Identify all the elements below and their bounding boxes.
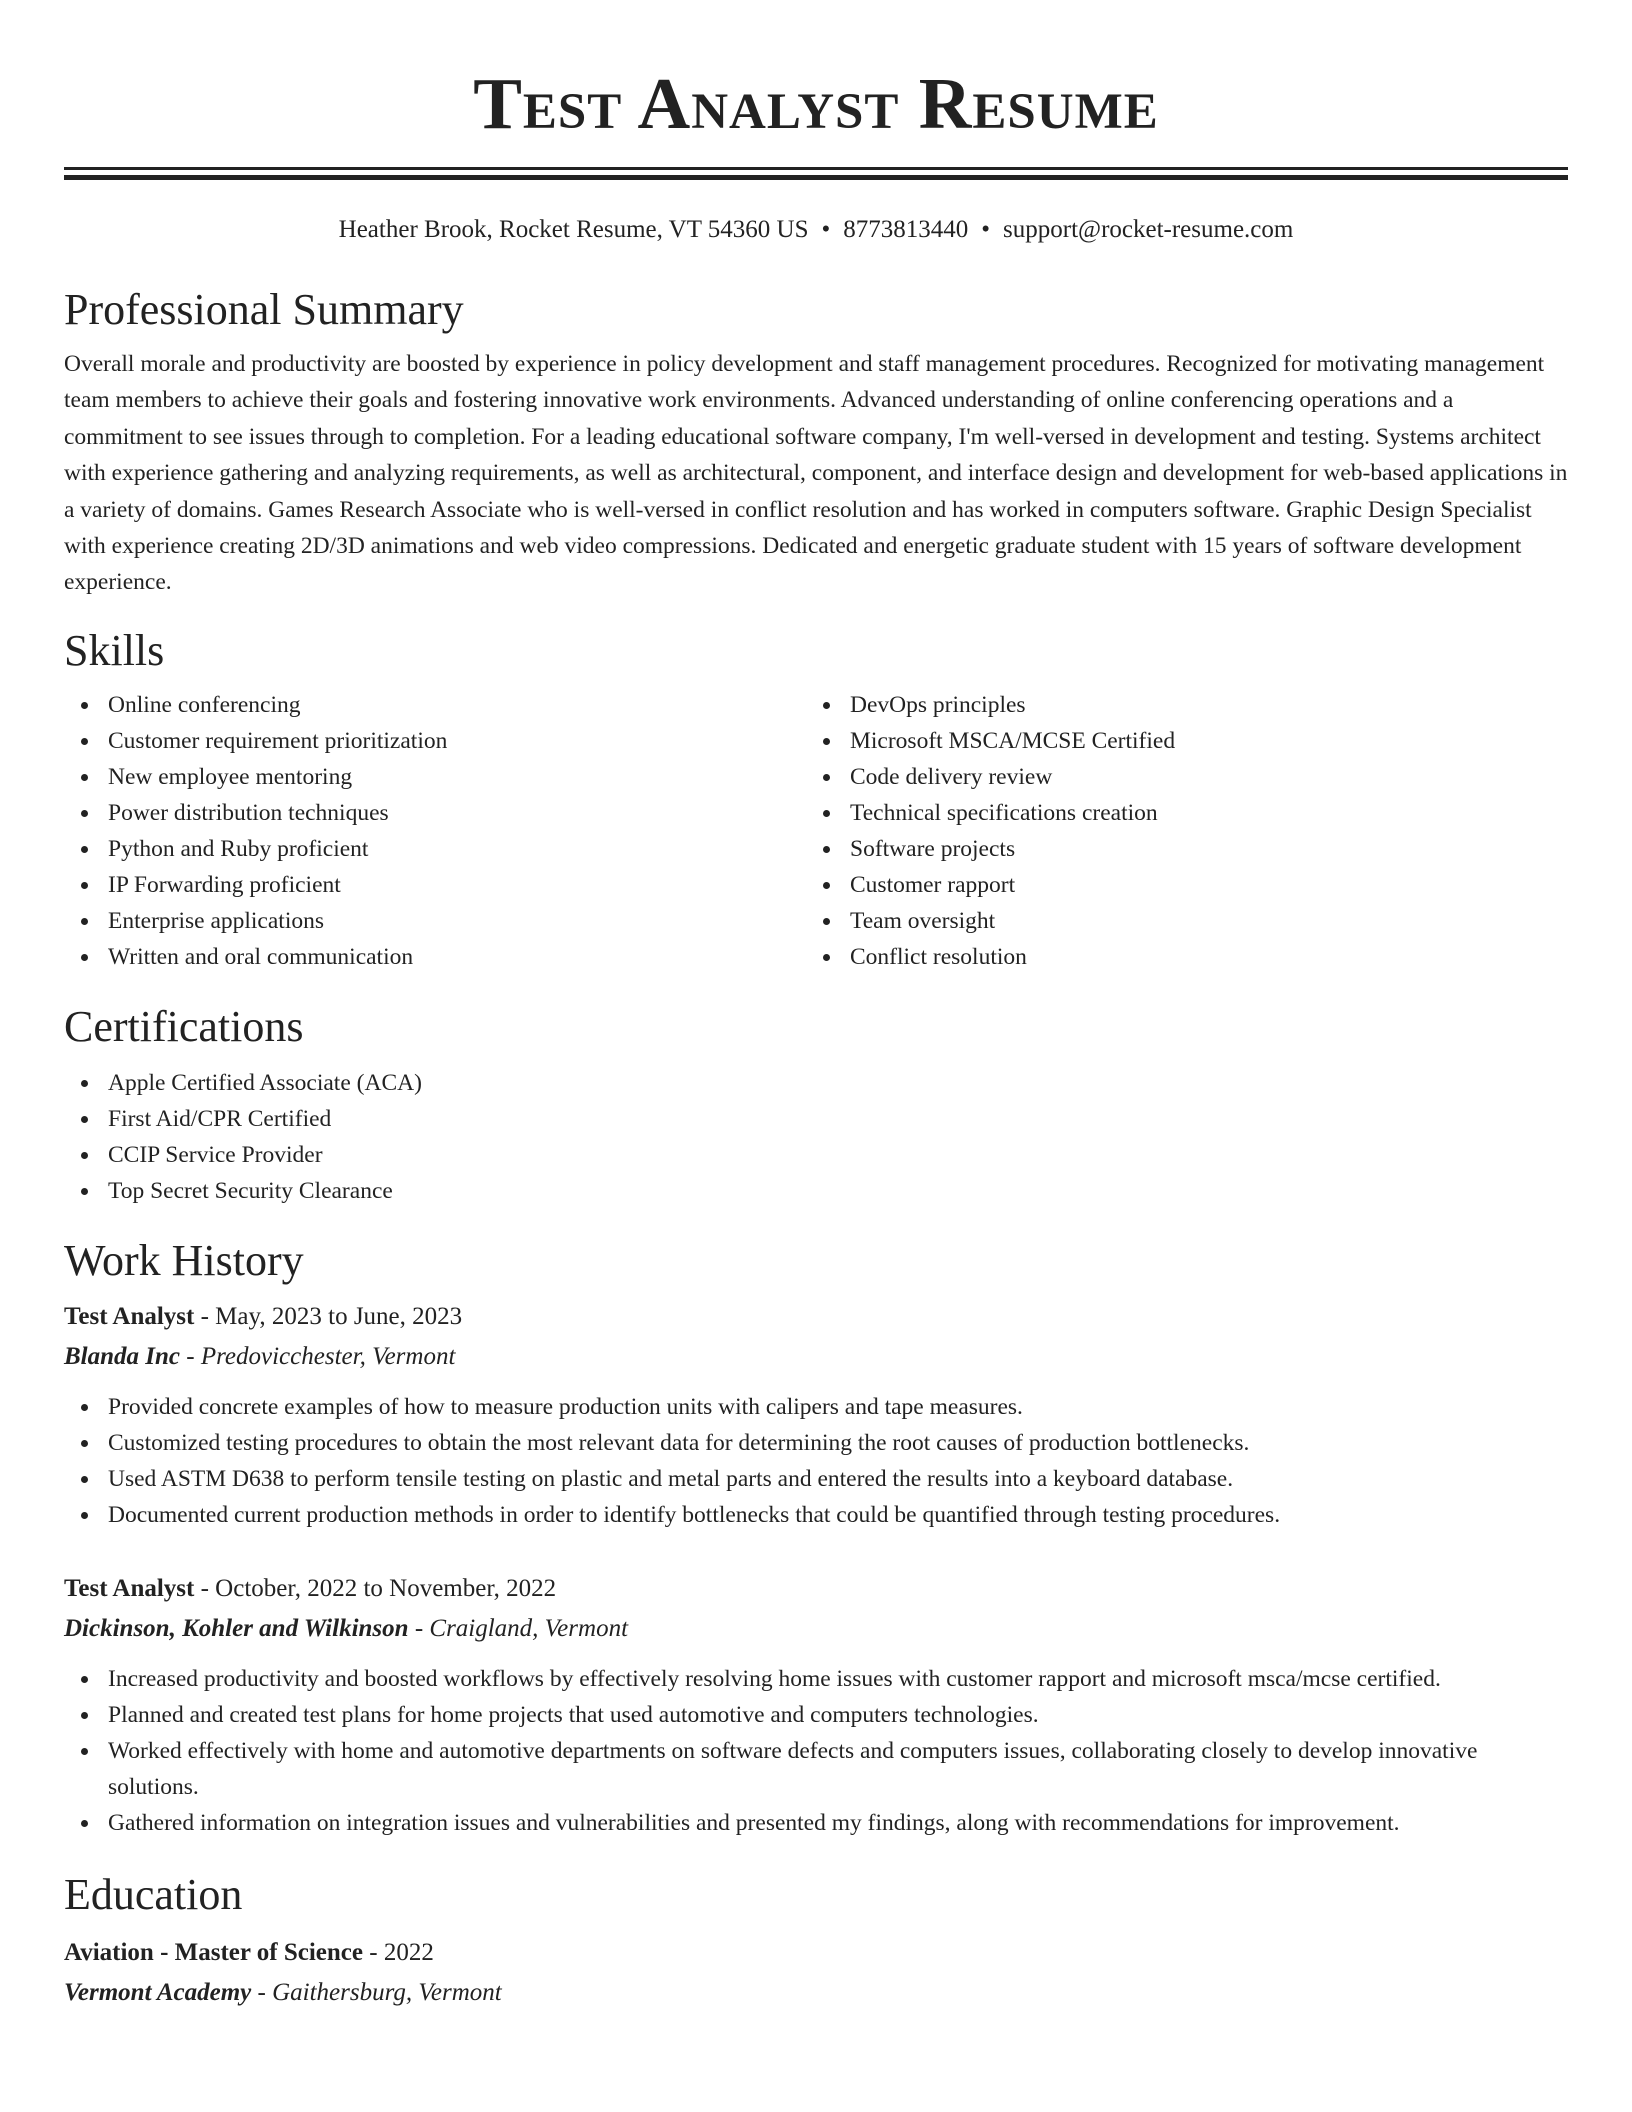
skill-item: Enterprise applications xyxy=(64,903,806,939)
education-degree: Aviation - Master of Science xyxy=(64,1938,363,1966)
summary-section xyxy=(64,284,1568,601)
contact-email: support@rocket-resume.com xyxy=(1003,216,1294,243)
job-bullets xyxy=(64,1661,1568,1841)
skills-list-right xyxy=(806,687,1175,975)
skill-item: Microsoft MSCA/MCSE Certified xyxy=(806,723,1175,759)
education-section xyxy=(64,1869,1568,2013)
skill-item: Customer requirement prioritization xyxy=(64,723,806,759)
skill-item: Online conferencing xyxy=(64,687,806,723)
job-location: - Predovicchester, Vermont xyxy=(180,1342,456,1370)
skill-item: Python and Ruby proficient xyxy=(64,831,806,867)
certification-item: CCIP Service Provider xyxy=(64,1137,1568,1173)
certifications-list xyxy=(64,1065,1568,1209)
job-location: - Craigland, Vermont xyxy=(408,1614,629,1642)
skills-section xyxy=(64,625,1568,975)
job-bullets xyxy=(64,1389,1568,1533)
work-history-section xyxy=(64,1235,1568,1841)
skill-item: Written and oral communication xyxy=(64,939,806,975)
job-bullet: Provided concrete examples of how to measure production units with calipers and tape measures. xyxy=(64,1389,1568,1425)
skill-item: Technical specifications creation xyxy=(806,795,1175,831)
education-location: - Gaithersburg, Vermont xyxy=(251,1978,502,2006)
job-employer xyxy=(64,1609,1568,1649)
job-entry xyxy=(64,1569,1568,1841)
education-school-line xyxy=(64,1973,1568,2013)
job-bullet: Customized testing procedures to obtain the most relevant data for determining the root causes of production bottlenecks. xyxy=(64,1425,1568,1461)
certification-item: Apple Certified Associate (ACA) xyxy=(64,1065,1568,1101)
certifications-heading: Certifications xyxy=(64,1001,304,1051)
skill-item: Code delivery review xyxy=(806,759,1175,795)
job-bullet: Increased productivity and boosted workflows by effectively resolving home issues with customer rapport and microsoft msca/mcse certified. xyxy=(64,1661,1568,1697)
summary-heading: Professional Summary xyxy=(64,285,464,334)
skill-item: Software projects xyxy=(806,831,1175,867)
skills-list-left xyxy=(64,687,806,975)
skill-item: IP Forwarding proficient xyxy=(64,867,806,903)
job-company: Dickinson, Kohler and Wilkinson xyxy=(64,1614,409,1642)
job-employer xyxy=(64,1337,1568,1377)
skill-item: Conflict resolution xyxy=(806,939,1175,975)
title-divider-thin xyxy=(64,167,1568,170)
job-bullet: Worked effectively with home and automotive departments on software defects and computers issues, collaborating closely to develop innovative solutions. xyxy=(64,1733,1568,1805)
job-dates: - October, 2022 to November, 2022 xyxy=(194,1574,557,1602)
job-bullet: Gathered information on integration issues and vulnerabilities and presented my findings, along with recommendations for improvement. xyxy=(64,1805,1568,1841)
job-bullet: Used ASTM D638 to perform tensile testing on plastic and metal parts and entered the results into a keyboard database. xyxy=(64,1461,1568,1497)
skills-columns xyxy=(64,687,1568,975)
contact-phone: 8773813440 xyxy=(843,216,969,243)
job-header xyxy=(64,1297,1568,1337)
certification-item: Top Secret Security Clearance xyxy=(64,1173,1568,1209)
contact-separator: • xyxy=(981,216,991,243)
skill-item: Team oversight xyxy=(806,903,1175,939)
skill-item: Power distribution techniques xyxy=(64,795,806,831)
contact-address: Heather Brook, Rocket Resume, VT 54360 US xyxy=(338,216,809,243)
education-school: Vermont Academy xyxy=(64,1978,252,2006)
job-company: Blanda Inc xyxy=(64,1342,181,1370)
resume-title: Test Analyst Resume xyxy=(473,63,1159,144)
job-bullet: Documented current production methods in order to identify bottlenecks that could be quantified through testing procedures. xyxy=(64,1497,1568,1533)
education-heading: Education xyxy=(64,1869,243,1919)
job-title: Test Analyst xyxy=(64,1302,195,1330)
education-year: - 2022 xyxy=(363,1938,434,1966)
certification-item: First Aid/CPR Certified xyxy=(64,1101,1568,1137)
job-header xyxy=(64,1569,1568,1609)
certifications-section xyxy=(64,1001,1568,1209)
job-title: Test Analyst xyxy=(64,1574,195,1602)
title-divider-thick xyxy=(64,175,1568,180)
contact-separator: • xyxy=(821,216,831,243)
job-dates: - May, 2023 to June, 2023 xyxy=(194,1302,463,1330)
skill-item: New employee mentoring xyxy=(64,759,806,795)
summary-text: Overall morale and productivity are boosted by experience in policy development and staff management procedures. Recognized for motivating management team members to achieve their goals and fostering innovative work environments. Advanced understanding of online conferencing operations and a commitment to see issues through to completion. For a leading educational software company, I'm well-versed in development and testing. Systems architect with experience gathering and analyzing requirements, as well as architectural, component, and interface design and development for web-based applications in a variety of domains. Games Research Associate who is well-versed in conflict resolution and has worked in computers software. Graphic Design Specialist with experience creating 2D/3D animations and web video compressions. Dedicated and energetic graduate student with 15 years of software development experience. xyxy=(64,351,1568,596)
job-entry xyxy=(64,1297,1568,1533)
education-header xyxy=(64,1933,1568,1973)
skill-item: DevOps principles xyxy=(806,687,1175,723)
contact-line xyxy=(64,214,1568,246)
skill-item: Customer rapport xyxy=(806,867,1175,903)
work-history-heading: Work History xyxy=(64,1235,304,1285)
skills-heading: Skills xyxy=(64,625,165,675)
job-bullet: Planned and created test plans for home projects that used automotive and computers technologies. xyxy=(64,1697,1568,1733)
